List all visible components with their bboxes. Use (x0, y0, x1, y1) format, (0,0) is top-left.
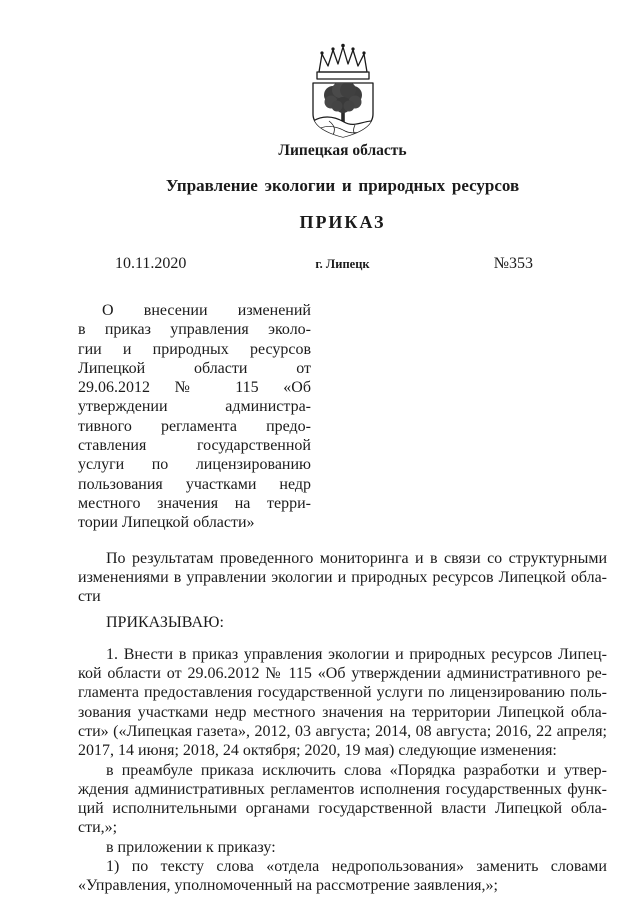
region-name: Липецкая область (278, 142, 407, 159)
text-line: утверждении администра- (78, 398, 311, 416)
text-line: ждения административных регламентов исполнения государственных функ- (78, 780, 607, 798)
document-date: 10.11.2020 (115, 255, 187, 272)
paragraph (78, 838, 607, 857)
text-line: пользования участками недр (78, 475, 311, 493)
document-subject (78, 301, 311, 533)
paragraph (78, 301, 311, 533)
text-line: гламента предоставления государственной услуги по лицензированию поль- (78, 684, 607, 702)
paragraph (78, 613, 607, 632)
document-number: №353 (493, 255, 533, 272)
text-line: 29.06.2012 № 115 «Об (78, 379, 311, 397)
document-body (78, 549, 607, 896)
text-line: «Управления, уполномоченный на рассмотрение заявления,»; (78, 877, 498, 895)
text-line: сти,»; (78, 819, 118, 837)
paragraph (78, 761, 607, 838)
paragraph (78, 549, 607, 607)
text-line: Липецкой области от (78, 359, 311, 377)
text-line: ций исполнительными органами государственной власти Липецкой обла- (78, 800, 607, 818)
lipetsk-emblem-icon (307, 42, 379, 140)
text-line: в приказ управления эколо- (78, 321, 311, 339)
paragraph (78, 645, 607, 761)
text-line: 1) по тексту слова «отдела недропользования» заменить словами (106, 858, 607, 876)
text-line: сти (78, 588, 101, 606)
paragraph (78, 857, 607, 896)
document-type-title: ПРИКАЗ (299, 212, 386, 232)
text-line: в приложении к приказу: (106, 838, 276, 856)
crown-icon (317, 44, 369, 79)
text-line: 1. Внести в приказ управления экологии и природных ресурсов Липец- (106, 645, 607, 663)
text-line: ставления государственной (78, 437, 311, 455)
text-line: тории Липецкой области» (78, 514, 255, 532)
text-line: тивного регламента предо- (78, 417, 311, 435)
text-line: ПРИКАЗЫВАЮ: (106, 614, 224, 632)
text-line: сти» («Липецкая газета», 2012, 03 августа; 2014, 08 августа; 2016, 22 апреля; (78, 722, 607, 740)
document-meta-row (78, 255, 607, 275)
text-line: зования участками недр местного значения на территории Липецкой обла- (78, 703, 607, 721)
text-line: местного значения на терри- (78, 494, 311, 512)
text-line: 2017, 14 июня; 2018, 24 октября; 2020, 19 мая) следующие изменения: (78, 742, 557, 760)
text-line: О внесении изменений (102, 302, 311, 319)
text-line: в преамбуле приказа исключить слова «Порядка разработки и утвер- (106, 761, 607, 779)
text-line: гии и природных ресурсов (78, 340, 311, 358)
text-line: кой области от 29.06.2012 № 115 «Об утверждении административного ре- (78, 665, 607, 683)
text-line: услуги по лицензированию (78, 456, 311, 474)
document-city: г. Липецк (315, 257, 370, 271)
organization-name: Управление экологии и природных ресурсов (165, 176, 520, 195)
text-line: изменениями в управлении экологии и природных ресурсов Липецкой обла- (78, 568, 607, 586)
text-line: По результатам проведенного мониторинга и в связи со структурными (106, 549, 607, 567)
coat-of-arms (78, 42, 607, 160)
